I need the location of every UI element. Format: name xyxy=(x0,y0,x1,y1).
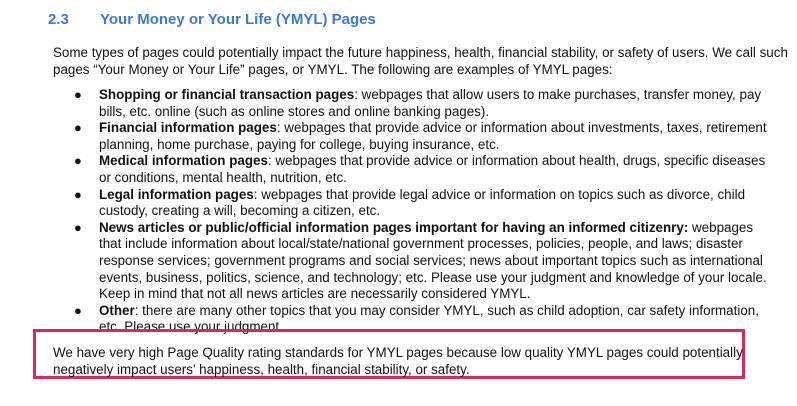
list-item-text: : there are many other topics that you may consider YMYL, such as child adoption, car safety information, etc. Please use your judgment. xyxy=(99,302,759,335)
list-item xyxy=(0,87,779,120)
ymyl-examples-list xyxy=(0,87,779,336)
section-heading xyxy=(48,11,376,28)
list-item xyxy=(0,120,779,153)
list-item-term: Financial information pages xyxy=(99,120,277,136)
bullet-icon: ● xyxy=(74,302,82,318)
list-item-text: : webpages that allow users to make purchases, transfer money, pay bills, etc. online (such as online stores and online banking pages). xyxy=(99,87,762,119)
list-item-term: Legal information pages xyxy=(99,186,254,202)
list-item xyxy=(0,187,779,220)
list-item-text: webpages that include information about local/state/national government processes, policies, people, and laws; disaster response services; government programs and social services; news about important topics such as international events, business, politics, science, and technology; etc. Please use your judgment and knowledge of your locale. Keep in mind that not all news articles are necessarily considered YMYL. xyxy=(99,219,767,302)
bullet-icon: ● xyxy=(74,153,82,169)
bullet-icon: ● xyxy=(74,186,82,202)
list-item-text: : webpages that provide legal advice or information on topics such as divorce, child custody, creating a will, becoming a citizen, etc. xyxy=(99,186,746,219)
callout-text: We have very high Page Quality rating standards for YMYL pages because low quality YMYL pages could potentially negatively impact users’ happiness, health, financial stability, or safety. xyxy=(53,345,743,377)
bullet-icon: ● xyxy=(74,120,82,136)
list-item-text: : webpages that provide advice or information about health, drugs, specific diseases or conditions, mental health, nutrition, etc. xyxy=(99,153,766,185)
intro-paragraph: Some types of pages could potentially impact the future happiness, health, financial stability, or safety of users. We call such pages “Your Money or Your Life” pages, or YMYL. The following are examples of YMYL pages: xyxy=(53,45,788,77)
list-item-term: Medical information pages xyxy=(99,153,268,169)
list-item-term: Other xyxy=(99,302,135,318)
section-title: Your Money or Your Life (YMYL) Pages xyxy=(100,11,376,28)
list-item-term: Shopping or financial transaction pages xyxy=(99,87,355,102)
list-item xyxy=(0,220,779,303)
bullet-icon: ● xyxy=(74,219,82,235)
list-item xyxy=(0,153,779,186)
bullet-icon: ● xyxy=(74,87,82,102)
list-item-text: : webpages that provide advice or information about investments, taxes, retirement planning, home purchase, paying for college, buying insurance, etc. xyxy=(99,120,767,152)
list-item-term: News articles or public/official information pages important for having an informed citizenry: xyxy=(99,219,689,235)
section-number: 2.3 xyxy=(48,11,69,28)
